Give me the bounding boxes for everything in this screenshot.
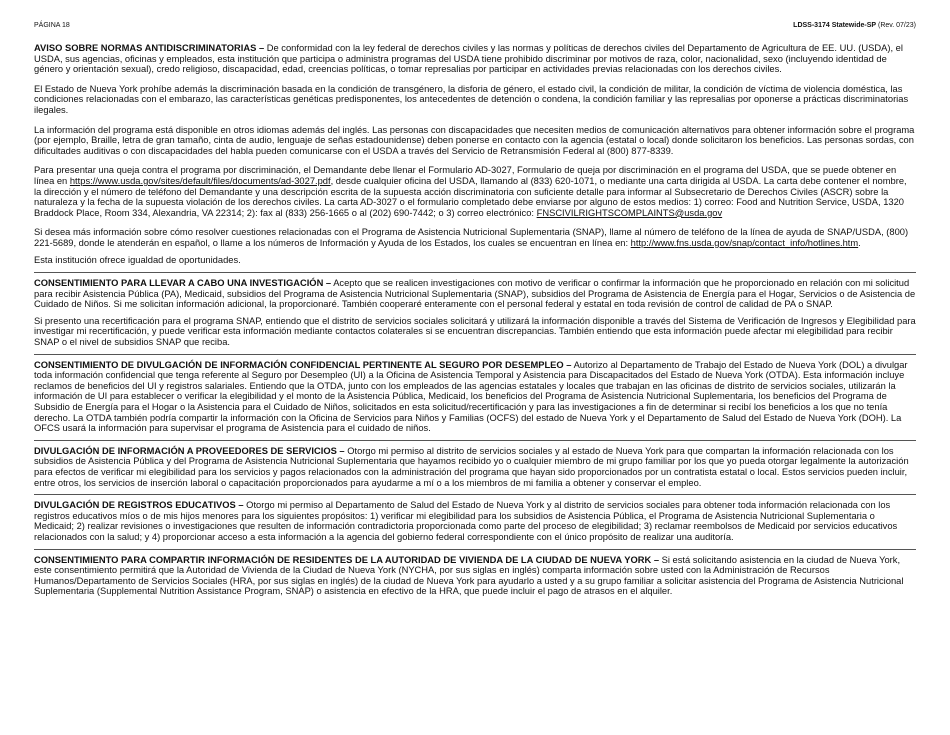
nondiscrimination-section [34, 43, 916, 265]
snap-helpline-paragraph [34, 227, 916, 248]
investigation-title: CONSENTIMIENTO PARA LLEVAR A CABO UNA INVESTIGACIÓN – [34, 278, 332, 289]
document-page [34, 22, 916, 597]
unemployment-title: CONSENTIMIENTO DE DIVULGACIÓN DE INFORMACIÓN CONFIDENCIAL PERTINENTE AL SEGURO POR DESEMPLEO – [34, 359, 572, 370]
education-section [34, 500, 916, 542]
section-divider [34, 272, 916, 273]
providers-paragraph [34, 446, 916, 488]
unemployment-body: Autorizo al Departamento de Trabajo del Estado de Nueva York (DOL) a divulgar toda información confidencial que tenga referente al Seguro por Desempleo (UI) a la Oficina de Asistencia Temporal y Asistencia para Discapacitados del Estado de Nueva York (OTDA). Esta información incluye reclamos de beneficios del UI y registros salariales. Entiendo que la OTDA, junto con los empleados de las agencias estatales y locales que trabajan en las oficinas de distrito de servicios sociales, utilizarán la información de UI para establecer o verificar la elegibilidad y el monto de la Asistencia Pública, Medicaid, los beneficios del Programa de Asistencia Nutricional Suplementaria, los beneficios del Programa de Subsidio de Energía para el Hogar o la Asistencia para el Cuidado de Niños, solicitados en esta solicitud/recertificación y para las investigaciones a fin de determinar si recibí los beneficios a los que no tenía derecho. La OTDA también podría compartir la información con la Oficina de Servicios para Niños y Familias (OCFS) del estado de Nueva York y el Departamento de Salud del Estado de Nueva York (DOH). La OFCS usará la información para supervisar el programa de Asistencia para el cuidado de niños. [34, 359, 908, 434]
civil-rights-email-link[interactable]: FNSCIVILRIGHTSCOMPLAINTS@usda.gov [536, 207, 723, 218]
nys-discrimination-paragraph: El Estado de Nueva York prohíbe además la discriminación basada en la condición de transgénero, la disforia de género, el estado civil, la condición de militar, la condición de víctima de violencia doméstica, las condiciones relacionadas con el embarazo, las características genéticas predisponentes, los antecedentes de detención o condena, la condición familiar y las represalias por oponerse a prácticas discriminatorias ilegales. [34, 83, 909, 115]
form-identifier [793, 22, 916, 29]
nondiscrimination-paragraph [34, 43, 916, 75]
form-revision: (Rev. 07/23) [878, 22, 916, 29]
page-number: PÁGINA 18 [34, 22, 70, 29]
complaint-paragraph [34, 165, 916, 218]
unemployment-paragraph [34, 360, 916, 434]
providers-body: Otorgo mi permiso al distrito de servicios sociales y al estado de Nueva York para que compartan la información relacionada con los subsidios de Asistencia Pública y del Programa de Asistencia Nutricional Suplementaria que hayamos recibido yo o cualquier miembro de mi grupo familiar por los que yo pueda otorgar legalmente la autorización para efectos de verificar mi elegibilidad para los servicios y pagos relacionados con la administración del programa que hayan sido proporcionados por un contratista estatal o local. Estos servicios pueden incluir, entre otros, los servicios de inserción laboral o capacitación proporcionados para ayudarme a mí o a los miembros de mi familia a obtener y conservar el empleo. [34, 445, 909, 488]
housing-body: Si está solicitando asistencia en la ciudad de Nueva York, este consentimiento permitirá que la Autoridad de Vivienda de la Ciudad de Nueva York (NYCHA, por sus siglas en inglés) comparta información sobre usted con la Administración de Recursos Humanos/Departamento de Servicios Sociales (HRA, por sus siglas en inglés) de la ciudad de Nueva York para ayudarlo a usted y a su grupo familiar a solicitar asistencia del Programa de Asistencia Nutricional Suplementaria (Supplemental Nutrition Assistance Program, SNAP) o asistencia en efectivo de la HRA, que puede incluir el pago de atrasos en el alquiler. [34, 554, 904, 597]
housing-title: CONSENTIMIENTO PARA COMPARTIR INFORMACIÓN DE RESIDENTES DE LA AUTORIDAD DE VIVIENDA DE LA CIUDAD DE NUEVA YORK – [34, 554, 660, 565]
nondiscrimination-body: De conformidad con la ley federal de derechos civiles y las normas y políticas de derechos civiles del Departamento de Agricultura de EE. UU. (USDA), el USDA, sus agencias, oficinas y empleados, esta institución que participa o administra programas del USDA tiene prohibido discriminar por motivos de raza, color, nacionalidad, sexo (incluyendo identidad de género y orientación sexual), credo religioso, discapacidad, edad, creencias políticas, o tomar represalias por participar en actividades previas relacionadas con los derechos civiles. [34, 43, 903, 75]
page-header [34, 22, 916, 29]
section-divider [34, 354, 916, 355]
nondiscrimination-title: AVISO SOBRE NORMAS ANTIDISCRIMINATORIAS – [34, 43, 265, 53]
helpline-text: Si desea más información sobre cómo resolver cuestiones relacionadas con el Programa de Asistencia Nutricional Suplementaria (SNAP), llame al número de teléfono de la línea de ayuda de SNAP/USDA, (800) 221-5689, donde le atenderán en español, o llame a los números de Información y Ayuda de los Estados, los cuales se encuentran en línea en: [34, 227, 909, 248]
providers-section [34, 446, 916, 488]
form-id: LDSS-3174 Statewide-SP [793, 22, 877, 29]
helpline-text-end: . [858, 237, 861, 248]
section-divider [34, 549, 916, 550]
investigation-body: Acepto que se realicen investigaciones con motivo de verificar o confirmar la información que he proporcionado en relación con mi solicitud para recibir Asistencia Pública (PA), Medicaid, subsidios del Programa de Asistencia Nutricional Suplementaria (SNAP), subsidios del Programa de Asistencia de Energía para el Hogar, Servicios o de Asistencia de Cuidado de Niños. Si me solicitan información adicional, la proporcionaré. También cooperaré enteramente con el personal federal y estatal en toda revisión de control de calidad de PA o SNAP. [34, 278, 916, 310]
equal-opportunity-statement: Esta institución ofrece igualdad de oportunidades. [34, 254, 241, 265]
investigation-paragraph [34, 278, 916, 310]
unemployment-section [34, 360, 916, 434]
accessibility-paragraph: La información del programa está disponible en otros idiomas además del inglés. Las personas con discapacidades que necesiten medios de comunicación alternativos para obtener información sobre el programa (por ejemplo, Braille, letra de gran tamaño, cinta de audio, lenguaje de señas estadounidense) deben ponerse en contacto con la agencia (estatal o local) donde solicitaron los beneficios. Las personas sordas, con dificultades auditivas o con discapacidades del habla pueden comunicarse con el USDA a través del Servicio de Retransmisión Federal al (800) 877-8339. [34, 124, 915, 156]
housing-paragraph [34, 555, 916, 597]
complaint-text-b: , desde cualquier oficina del USDA, llamando al (833) 620-1071, o mediante una carta dirigida al USDA. La carta debe contener el nombre, la dirección y el número de teléfono del Demandante y una descripción escrita de la supuesta acción discriminatoria con suficiente detalle para informar al Subsecretario de Derechos Civiles (ASCR) sobre la naturaleza y la fecha de la supuesta violación de los derechos civiles. La carta AD-3027 o el formulario completado debe enviarse por alguno de estos medios: 1) correo: Food and Nutrition Service, USDA, 1320 Braddock Place, Room 334, Alexandria, VA 22314; 2): fax al (833) 256-1665 o al (202) 690-7442; o 3) correo electrónico: [34, 175, 907, 218]
education-paragraph [34, 500, 916, 542]
hotlines-link[interactable]: http://www.fns.usda.gov/snap/contact_info/hotlines.htm [630, 237, 859, 248]
ad3027-link[interactable]: https://www.usda.gov/sites/default/files/documents/ad-3027.pdf [69, 175, 331, 186]
section-divider [34, 494, 916, 495]
complaint-text-a: Para presentar una queja contra el programa por discriminación, el Demandante debe llenar el Formulario AD-3027, Formulario de queja por discriminación en el programa del USDA, que se puede obtener en línea en [34, 165, 897, 186]
education-title: DIVULGACIÓN DE REGISTROS EDUCATIVOS – [34, 500, 244, 511]
section-divider [34, 440, 916, 441]
housing-section [34, 555, 916, 597]
education-body: Otorgo mi permiso al Departamento de Salud del Estado de Nueva York y al distrito de servicios sociales para obtener toda información relacionada con los registros educativos míos o de mis hijos menores para los siguientes propósitos: 1) verificar mi elegibilidad para los subsidios de Asistencia Pública, el Programa de Asistencia Nutricional Suplementaria o Medicaid; 2) realizar revisiones o investigaciones que resulten de información contradictoria proporcionada como parte del proceso de elegibilidad; 3) reclamar reembolsos de Medicaid por servicios educativos relacionados con la salud; y 4) proporcionar acceso a esta información a la agencia del gobierno federal correspondiente con el único propósito de realizar una auditoría. [34, 500, 898, 542]
recertification-paragraph: Si presento una recertificación para el programa SNAP, entiendo que el distrito de servicios sociales solicitará y utilizará la información disponible a través del Sistema de Verificación de Ingresos y Elegibilidad para investigar mi recertificación, y puede verificar esta información mediante contactos colaterales si se encuentran discrepancias. También entiendo que esta información puede afectar mi elegibilidad para recibir SNAP o el nivel de subsidios SNAP que reciba. [34, 315, 916, 348]
investigation-section [34, 278, 916, 348]
providers-title: DIVULGACIÓN DE INFORMACIÓN A PROVEEDORES DE SERVICIOS – [34, 445, 345, 456]
